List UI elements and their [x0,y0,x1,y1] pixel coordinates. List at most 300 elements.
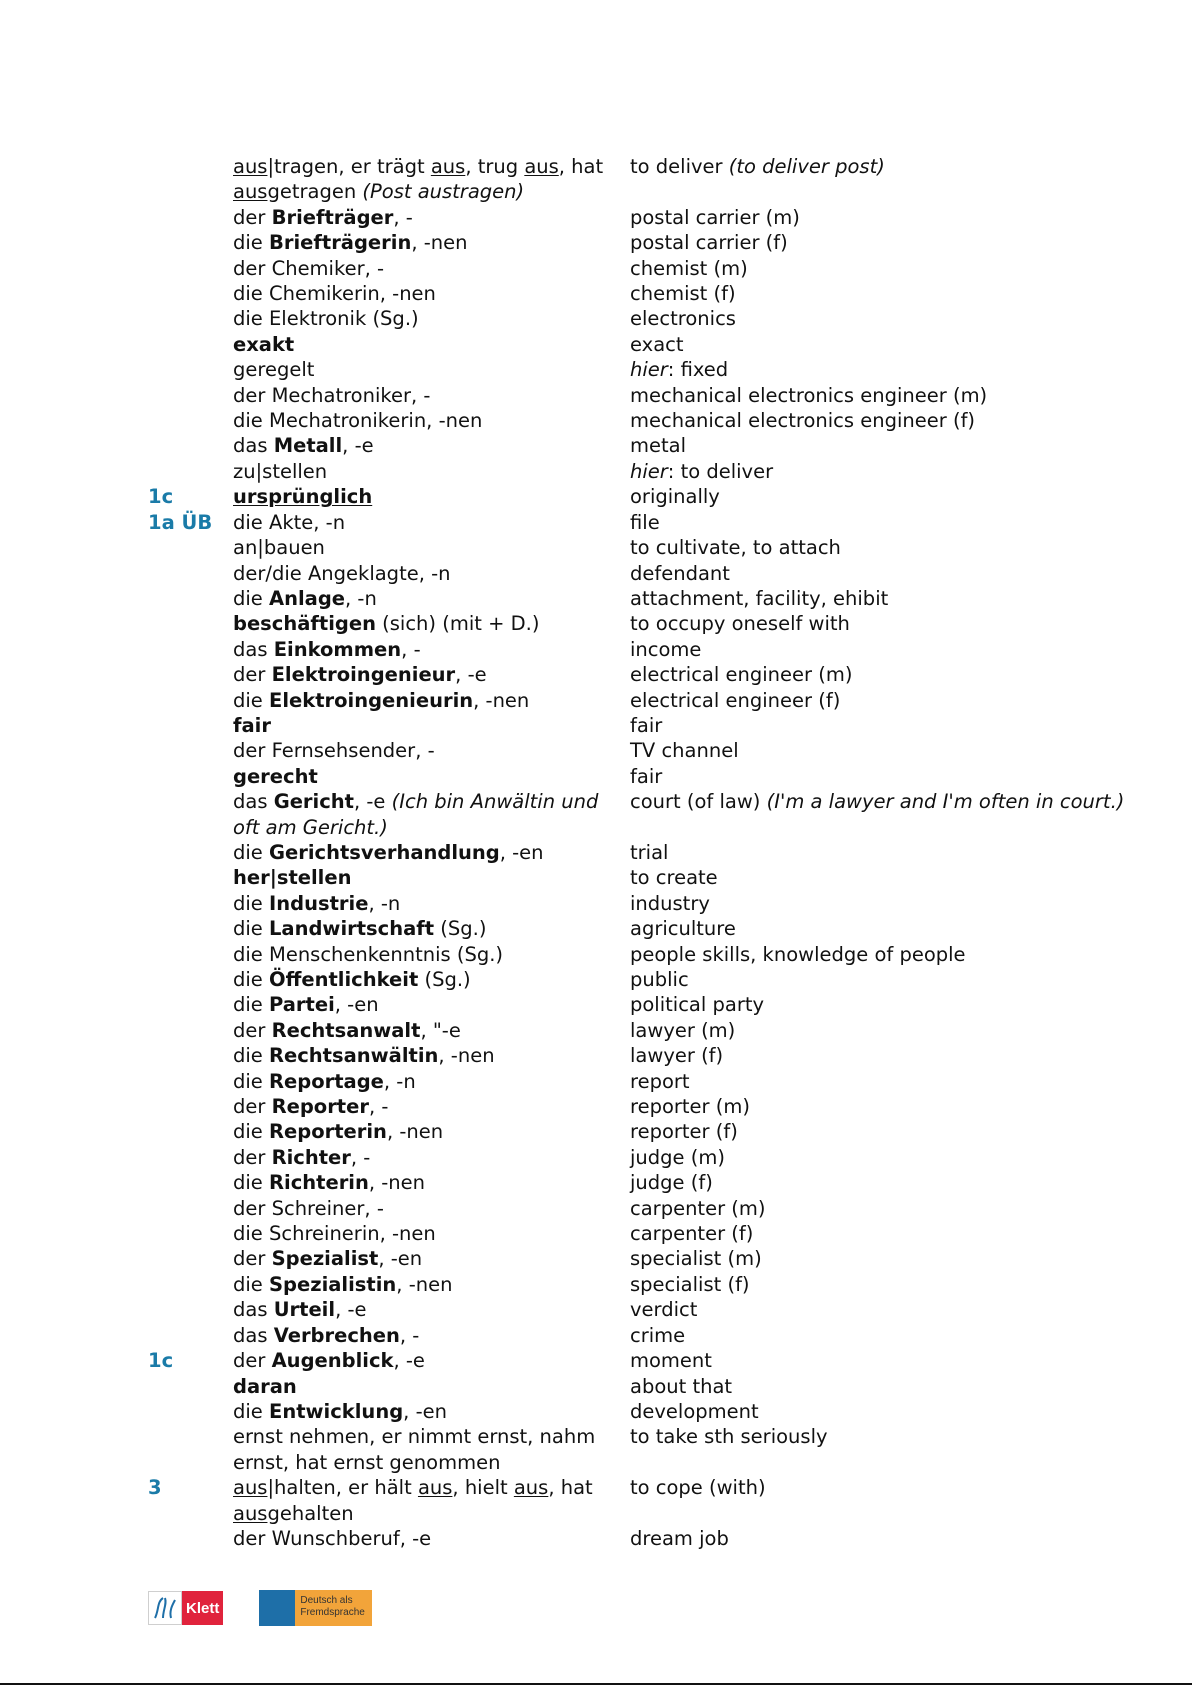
german-term-part: Briefträgerin [269,231,412,255]
english-translation [630,865,1140,890]
german-term [233,992,630,1017]
german-term-part: aus [233,1501,268,1525]
english-translation-part: to take sth seriously [630,1425,828,1449]
section-number [0,764,233,789]
section-number [0,332,233,357]
glossary-entry [0,688,1192,713]
german-term [233,1475,630,1526]
german-term-part: Industrie [269,891,369,915]
english-translation-part: hier [630,358,668,382]
english-translation-part: court (of law) [630,790,767,814]
german-term-part: , -en [334,993,379,1017]
german-term-part: geregelt [233,358,315,382]
english-translation-part: reporter (f) [630,1120,738,1144]
german-term [233,459,630,484]
german-term-part: , -e [393,1349,425,1373]
glossary-entry [0,281,1192,306]
german-term [233,611,630,636]
glossary-entry [0,1145,1192,1170]
german-term-part: , -e [455,663,487,687]
german-term-part: die [233,993,269,1017]
german-term-part: die [233,688,269,712]
daf-logo [259,1590,372,1626]
german-term-part: (Sg.) [418,968,471,991]
english-translation-part: file [630,510,660,534]
german-term-part: Reportage [269,1069,384,1093]
english-translation [630,408,1140,433]
section-number [0,1297,233,1322]
german-term-part: Metall [273,434,343,458]
glossary-entry [0,484,1192,509]
english-translation [630,789,1140,840]
german-term [233,205,630,230]
english-translation [630,1069,1140,1094]
german-term-part: Verbrechen [273,1323,400,1347]
english-translation [630,1475,1140,1526]
english-translation-part: political party [630,993,765,1017]
section-number: 1c [148,485,174,509]
glossary-entry [0,1018,1192,1043]
english-translation-part: chemist (m) [630,256,748,280]
english-translation [630,916,1140,941]
section-number [0,967,233,992]
german-term-part: beschäftigen [233,612,376,636]
german-term-part: Öffentlichkeit [269,968,419,991]
german-term [233,1246,630,1271]
german-term [233,510,630,535]
german-term-part: die [233,586,269,610]
english-translation [630,1526,1140,1551]
section-number [0,256,233,281]
english-translation-part: fair [630,764,663,788]
english-translation-part: lawyer (m) [630,1018,736,1042]
english-translation-part: defendant [630,561,730,585]
german-term-part: aus [513,1476,549,1500]
english-translation-part: moment [630,1349,712,1373]
german-term [233,688,630,713]
german-term-part: getragen [267,180,363,204]
german-term-part: Elektroingenieurin [269,688,474,712]
glossary-entry [0,1374,1192,1399]
english-translation [630,1094,1140,1119]
glossary-entry [0,942,1192,967]
section-number [0,561,233,586]
german-term [233,230,630,255]
english-translation [630,1272,1140,1297]
english-translation-part: metal [630,434,687,458]
german-term-part: (Sg.) [434,917,487,941]
glossary-entry [0,1069,1192,1094]
german-term [233,433,630,458]
glossary-entry [0,1221,1192,1246]
german-term-part: , -nen [473,688,530,712]
glossary-entry [0,205,1192,230]
german-term-part: , -nen [386,1120,444,1144]
glossary-entry [0,637,1192,662]
german-term-part: Entwicklung [269,1399,404,1423]
english-translation [630,840,1140,865]
english-translation-part: public [630,968,689,991]
english-translation-part: electrical engineer (f) [630,688,841,712]
german-term [233,789,630,840]
german-term-part: aus [524,155,559,178]
glossary-list [0,154,1192,1551]
german-term-part: , - [399,1323,420,1347]
german-term-part: aus [430,155,466,178]
english-translation [630,205,1140,230]
german-term-part: , -nen [438,1044,495,1068]
german-term [233,154,630,205]
english-translation-part: people skills, knowledge of people [630,942,966,966]
klett-emblem-icon [148,1591,182,1625]
german-term-part: , "-e [420,1018,461,1042]
english-translation [630,764,1140,789]
german-term-part: die [233,840,269,864]
section-number [0,433,233,458]
english-translation [630,611,1140,636]
section-number [0,891,233,916]
english-translation [630,332,1140,357]
german-term [233,1323,630,1348]
german-term-part: , -en [378,1247,423,1271]
glossary-entry [0,1196,1192,1221]
english-translation [630,154,1140,205]
section-number [0,789,233,840]
section-number [0,713,233,738]
glossary-entry [0,713,1192,738]
section-number [0,865,233,890]
glossary-entry [0,561,1192,586]
daf-logo-label: Deutsch als Fremdsprache [295,1590,372,1626]
german-term [233,332,630,357]
german-term-part: der [233,1018,272,1042]
english-translation-part: electrical engineer (m) [630,663,853,687]
german-term [233,1043,630,1068]
german-term-part: (Ich bin Anwältin und oft am Gericht.) [233,790,605,839]
section-number [0,637,233,662]
german-term-part: daran [233,1374,297,1398]
english-translation-part: reporter (m) [630,1095,750,1119]
german-term-part: , -nen [368,1171,426,1195]
german-term [233,891,630,916]
german-term-part: Urteil [273,1298,336,1322]
german-term [233,1119,630,1144]
english-translation [630,1018,1140,1043]
klett-logo [148,1591,223,1625]
english-translation [630,586,1140,611]
glossary-entry [0,1399,1192,1424]
german-term-part: Augenblick [271,1349,394,1373]
german-term-part: Einkommen [273,637,402,661]
english-translation [630,484,1140,509]
glossary-entry [0,662,1192,687]
glossary-entry [0,738,1192,763]
german-term-part: der [233,1095,272,1119]
german-term-part: ernst nehmen, er nimmt ernst, nahm ernst, hat ernst genommen [233,1425,602,1474]
german-term [233,1424,630,1475]
german-term [233,662,630,687]
section-number [0,738,233,763]
section-number [0,1145,233,1170]
section-number: 3 [148,1476,162,1500]
glossary-entry [0,535,1192,560]
german-term [233,1399,630,1424]
german-term-part: , hielt [452,1476,514,1500]
german-term-part: Reporter [271,1095,369,1119]
german-term-part: die [233,231,269,255]
glossary-entry [0,1297,1192,1322]
english-translation-part: postal carrier (f) [630,231,788,255]
german-term-part: Rechtsanwalt [271,1018,421,1042]
glossary-entry [0,865,1192,890]
english-translation [630,1399,1140,1424]
english-translation-part: dream job [630,1526,729,1550]
german-term [233,1069,630,1094]
german-term-part: Gericht [273,790,354,814]
german-term-part: , -n [345,586,377,610]
german-term [233,281,630,306]
section-number [0,1196,233,1221]
german-term-part: die [233,891,269,915]
german-term-part: , hat [548,1476,599,1500]
section-number [0,1323,233,1348]
footer [148,1590,372,1626]
section-number [0,916,233,941]
german-term-part: Spezialist [271,1247,379,1271]
english-translation [630,306,1140,331]
glossary-entry [0,789,1192,840]
german-term [233,1170,630,1195]
german-term-part: |tragen, er trägt [267,155,431,178]
german-term-part: Reporterin [269,1120,387,1144]
english-translation-part: (to deliver post) [728,155,885,178]
german-term-part: her|stellen [233,866,352,890]
section-number [0,1119,233,1144]
english-translation [630,967,1140,992]
english-translation-part: industry [630,891,710,915]
glossary-entry [0,992,1192,1017]
english-translation-part: electronics [630,307,736,331]
english-translation-part: chemist (f) [630,282,736,306]
glossary-entry [0,383,1192,408]
english-translation-part: trial [630,840,669,864]
german-term-part: , -nen [411,231,468,255]
german-term-part: das [233,790,274,814]
section-number [0,306,233,331]
german-term-part: (sich) (mit + D.) [375,612,540,636]
german-term-part: Gerichtsverhandlung [269,840,500,864]
english-translation [630,1374,1140,1399]
section-number [0,1399,233,1424]
glossary-entry [0,1246,1192,1271]
section-number [0,1170,233,1195]
glossary-entry [0,256,1192,281]
glossary-entry [0,433,1192,458]
german-term-part: die [233,1272,269,1296]
german-term-part: , -e [335,1298,367,1322]
english-translation [630,662,1140,687]
german-term [233,383,630,408]
german-term [233,1094,630,1119]
german-term-part: Anlage [269,586,346,610]
german-term-part: , trug [465,155,525,178]
glossary-entry [0,357,1192,382]
section-number [0,992,233,1017]
german-term [233,764,630,789]
german-term-part: , -e [353,790,392,814]
german-term [233,535,630,560]
german-term-part: aus [233,1476,268,1500]
german-term [233,713,630,738]
english-translation-part: about that [630,1374,733,1398]
english-translation-part: income [630,637,702,661]
english-translation-part: carpenter (m) [630,1196,766,1220]
german-term-part: aus [233,180,268,204]
german-term [233,865,630,890]
german-term-part: die Elektronik (Sg.) [233,307,419,331]
german-term-part: der [233,663,272,687]
glossary-entry [0,1323,1192,1348]
glossary-entry [0,230,1192,255]
german-term-part: der Schreiner, - [233,1196,384,1220]
german-term-part: Rechtsanwältin [269,1044,439,1068]
german-term-part: , -n [383,1069,416,1093]
english-translation-part: report [630,1069,690,1093]
section-number [0,459,233,484]
english-translation-part: postal carrier (m) [630,205,800,229]
german-term-part: die Mechatronikerin, -nen [233,409,483,433]
english-translation-part: exact [630,332,684,356]
glossary-entry [0,586,1192,611]
glossary-entry [0,332,1192,357]
english-translation [630,713,1140,738]
english-translation-part: judge (m) [630,1145,725,1169]
english-translation-part: fair [630,713,663,737]
english-translation-part: hier [630,459,668,483]
german-term-part: das [233,1298,274,1322]
english-translation [630,383,1140,408]
english-translation [630,942,1140,967]
german-term-part: Landwirtschaft [269,917,435,941]
section-number [0,230,233,255]
german-term [233,1297,630,1322]
glossary-entry [0,891,1192,916]
german-term-part: die [233,1069,269,1093]
german-term-part: ursprünglich [233,485,373,509]
german-term-part: der Wunschberuf, -e [233,1526,432,1550]
glossary-entry [0,611,1192,636]
section-number [0,1246,233,1271]
english-translation [630,281,1140,306]
german-term [233,1145,630,1170]
english-translation [630,1424,1140,1475]
german-term-part: die [233,917,269,941]
section-number [0,281,233,306]
glossary-entry [0,1170,1192,1195]
german-term-part: exakt [233,332,295,356]
german-term-part: , - [401,637,421,661]
glossary-entry [0,1348,1192,1373]
german-term-part: , -e [342,434,374,458]
german-term [233,1526,630,1551]
english-translation-part: judge (f) [630,1171,713,1195]
german-term [233,637,630,662]
english-translation-part: specialist (f) [630,1272,750,1296]
english-translation [630,433,1140,458]
german-term [233,586,630,611]
german-term-part: , - [368,1095,389,1119]
german-term [233,738,630,763]
section-number [0,1221,233,1246]
english-translation-part: attachment, facility, ehibit [630,586,889,610]
glossary-entry [0,967,1192,992]
section-number [0,1424,233,1475]
german-term-part: die Schreinerin, -nen [233,1222,436,1246]
english-translation [630,1221,1140,1246]
german-term-part: der [233,205,272,229]
english-translation [630,1323,1140,1348]
glossary-entry [0,1119,1192,1144]
german-term-part: , -en [403,1399,447,1423]
german-term-part: , -n [368,891,401,915]
german-term [233,408,630,433]
english-translation-part: mechanical electronics engineer (f) [630,409,976,433]
german-term-part: der [233,1247,272,1271]
section-number [0,535,233,560]
english-translation [630,459,1140,484]
german-term-part: die [233,1171,269,1195]
german-term-part: Briefträger [271,205,394,229]
english-translation-part: : to deliver [667,459,774,483]
glossary-entry [0,840,1192,865]
german-term [233,1196,630,1221]
german-term-part: die [233,1399,269,1423]
english-translation [630,992,1140,1017]
english-translation-part: agriculture [630,917,736,941]
daf-logo-blue-block [259,1590,295,1626]
section-number [0,1094,233,1119]
german-term-part: gehalten [267,1501,354,1525]
section-number [0,1043,233,1068]
german-term [233,357,630,382]
section-number [0,840,233,865]
german-term [233,484,630,509]
german-term-part: Partei [269,993,335,1017]
glossary-entry [0,306,1192,331]
section-number [0,662,233,687]
section-number [0,383,233,408]
english-translation-part: lawyer (f) [630,1044,724,1068]
german-term-part: die [233,1120,269,1144]
german-term-part: der Fernsehsender, - [233,739,435,763]
english-translation-part: to cultivate, to attach [630,536,841,560]
glossary-entry [0,1475,1192,1526]
german-term-part: die Menschenkenntnis (Sg.) [233,942,504,966]
german-term [233,1348,630,1373]
german-term-part: Elektroingenieur [271,663,456,687]
english-translation [630,1043,1140,1068]
english-translation-part: (I'm a lawyer and I'm often in court.) [766,790,1125,814]
german-term-part: das [233,434,274,458]
english-translation [630,1348,1140,1373]
glossary-entry [0,154,1192,205]
english-translation [630,230,1140,255]
german-term-part: die Akte, -n [233,510,346,534]
glossary-entry [0,1043,1192,1068]
german-term [233,1374,630,1399]
section-number [0,1374,233,1399]
section-number [0,586,233,611]
